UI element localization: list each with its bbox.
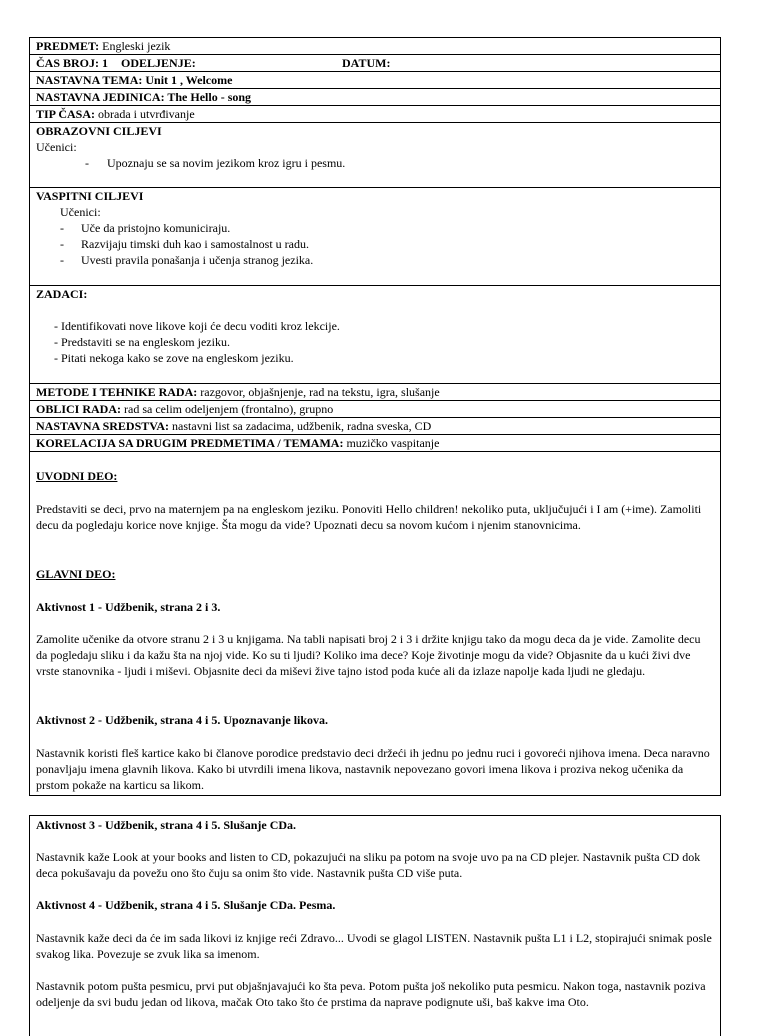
row-cas: [30, 54, 720, 71]
vaspitni-title: VASPITNI CILJEVI: [36, 189, 144, 203]
zadaci-title: ZADACI:: [36, 287, 88, 301]
aktivnost-3-text: Nastavnik kaže Look at your books and listen to CD, pokazujući na sliku pa potom na svoje uvo pa na CD plejer. Nastavnik pušta CD dok deca pokušavaju da povežu ono što čuju sa onim što vide. Nastavnik pušta CD više puta.: [36, 850, 701, 880]
vaspitni-item-text: Razvijaju timski duh kao i samostalnost u radu.: [81, 237, 309, 251]
section-vaspitni: [30, 187, 720, 285]
obrazovni-intro: Učenici:: [36, 140, 77, 154]
uvodni-text: Predstaviti se deci, prvo na maternjem pa na engleskom jeziku. Ponoviti Hello children! nekoliko puta, uključujući i I am (+ime). Zamoliti decu da pogledaju korice nove knjige. Šta mogu da vide? Upoznati decu sa novom kućom i njenim stanovnicima.: [36, 502, 702, 532]
vaspitni-item: [36, 220, 714, 236]
datum-label: DATUM:: [342, 56, 391, 70]
zadaci-item: - Predstaviti se na engleskom jeziku.: [54, 335, 230, 349]
aktivnost-1-text: Zamolite učenike da otvore stranu 2 i 3 u knjigama. Na tabli napisati broj 2 i 3 i držite knjigu tako da mogu deca da je vide. Zamolite decu da pogledaju sliku i da kažu šta na njoj vide. Ko su ti ljudi? Koliko ima dece? Koje životinje mogu da vide? Objasnite da u kući živi dve vrste stanovnika - ljudi i miševi. Objasnite deci da miševi žive tajno istod poda kuće ali da izlaze napolje kada ljudi ne gledaju.: [36, 632, 701, 678]
bullet-dash: -: [60, 237, 64, 251]
predmet-label: PREDMET:: [36, 39, 100, 53]
bullet-dash: -: [60, 221, 64, 235]
vaspitni-item-text: Uvesti pravila ponašanja i učenja stranog jezika.: [81, 253, 314, 267]
jedinica-label: NASTAVNA JEDINICA: The Hello - song: [36, 90, 252, 104]
row-tema: [30, 71, 720, 88]
obrazovni-item: [36, 155, 714, 171]
vaspitni-item-text: Uče da pristojno komuniciraju.: [81, 221, 231, 235]
tip-value: obrada i utvrđivanje: [98, 107, 195, 121]
aktivnost-2-text: Nastavnik koristi fleš kartice kako bi članove porodice predstavio deci držeći ih jednu po jednu ruci i govoreći njihova imena. Deca naravno ponavljaju imena glavnih likova. Kako bi utvrdili imena likova, nastavnik nepovezano govori imena likova i proziva nekog učenika da prstom pokaže na karticu sa likom.: [36, 746, 710, 792]
korelacija-label: KORELACIJA SA DRUGIM PREDMETIMA / TEMAMA:: [36, 436, 344, 450]
obrazovni-item-text: Upoznaju se sa novim jezikom kroz igru i pesmu.: [107, 156, 346, 170]
korelacija-value: muzičko vaspitanje: [346, 436, 440, 450]
row-sredstva: [30, 417, 720, 434]
glavni-title: GLAVNI DEO:: [36, 567, 116, 581]
lesson-plan-page-2: [29, 815, 721, 1036]
zadaci-item: - Pitati nekoga kako se zove na engleskom jeziku.: [54, 351, 294, 365]
row-oblici: [30, 400, 720, 417]
vaspitni-item: [36, 236, 714, 252]
lesson-plan-page-1: [29, 37, 721, 796]
oblici-label: OBLICI RADA:: [36, 402, 122, 416]
vaspitni-intro: Učenici:: [60, 205, 101, 219]
bullet-dash: -: [85, 156, 89, 170]
zadaci-item: - Identifikovati nove likove koji će decu voditi kroz lekcije.: [54, 319, 340, 333]
bullet-dash: -: [60, 253, 64, 267]
aktivnost-4-text-1: Nastavnik kaže deci da će im sada likovi iz knjige reći Zdravo... Uvodi se glagol LISTEN. Nastavnik pušta L1 i L2, stopirajući snimak posle svakog lika. Povezuje se zvuk lika sa imenom.: [36, 931, 712, 961]
aktivnost-4-title: Aktivnost 4 - Udžbenik, strana 4 i 5. Slušanje CDa. Pesma.: [36, 898, 336, 912]
sredstva-value: nastavni list sa zadacima, udžbenik, radna sveska, CD: [172, 419, 432, 433]
obrazovni-title: OBRAZOVNI CILJEVI: [36, 124, 162, 138]
row-tip: [30, 105, 720, 122]
row-metode: [30, 383, 720, 400]
row-predmet: [30, 38, 720, 54]
aktivnost-2-title: Aktivnost 2 - Udžbenik, strana 4 i 5. Upoznavanje likova.: [36, 713, 329, 727]
section-zadaci: [30, 285, 720, 383]
cas-label: ČAS BROJ: 1: [36, 56, 109, 70]
row-korelacija: [30, 434, 720, 451]
section-obrazovni: [30, 122, 720, 187]
aktivnost-3-title: Aktivnost 3 - Udžbenik, strana 4 i 5. Slušanje CDa.: [36, 818, 297, 832]
tema-label: NASTAVNA TEMA: Unit 1 , Welcome: [36, 73, 233, 87]
oblici-value: rad sa celim odeljenjem (frontalno), grupno: [124, 402, 334, 416]
vaspitni-item: [36, 252, 714, 268]
tip-label: TIP ČASA:: [36, 107, 96, 121]
predmet-value: Engleski jezik: [102, 39, 171, 53]
section-body: [30, 451, 720, 795]
aktivnost-4-text-2: Nastavnik potom pušta pesmicu, prvi put objašnjavajući ko šta peva. Potom pušta još nekoliko puta pesmicu. Nakon toga, nastavnik poziva odeljenje da svi budu jedan od likova, mačak Oto tako što će prstima da naprave podignute uši, baš kakve ima Oto.: [36, 979, 706, 1009]
uvodni-title: UVODNI DEO:: [36, 469, 118, 483]
metode-label: METODE I TEHNIKE RADA:: [36, 385, 198, 399]
odeljenje-label: ODELJENJE:: [121, 56, 196, 70]
aktivnost-1-title: Aktivnost 1 - Udžbenik, strana 2 i 3.: [36, 600, 221, 614]
metode-value: razgovor, objašnjenje, rad na tekstu, igra, slušanje: [200, 385, 440, 399]
row-jedinica: [30, 88, 720, 105]
sredstva-label: NASTAVNA SREDSTVA:: [36, 419, 170, 433]
